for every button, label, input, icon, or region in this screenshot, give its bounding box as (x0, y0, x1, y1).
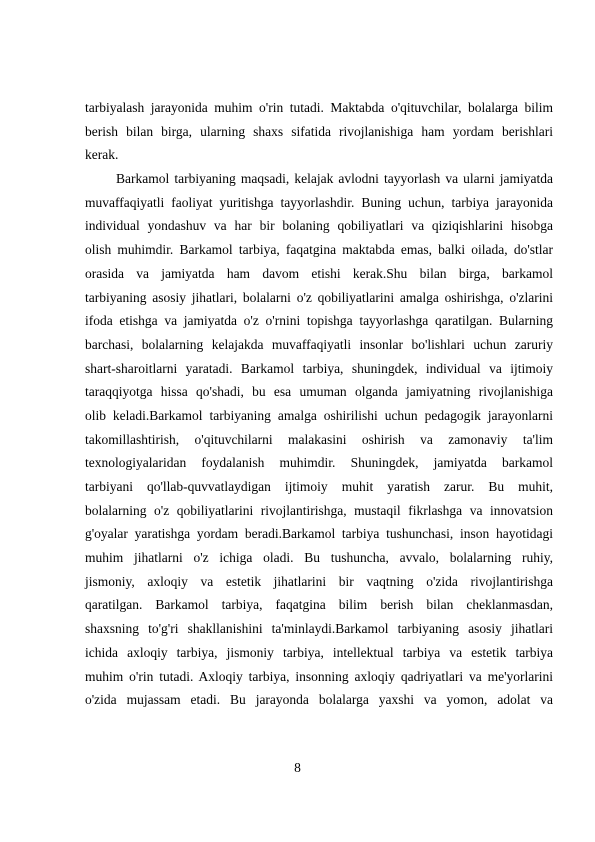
paragraph-first-line: Barkamol tarbiyaning maqsadi, kelajak avlodni tayyorlash va ularni jamiyatda (116, 171, 553, 187)
text-line: tarbiyaning asosiy jihatlari, bolalarni o'z qobiliyatlarini amalga oshirishga, o'zlarini (85, 289, 553, 305)
text-line: muhim o'rin tutadi. Axloqiy tarbiya, insonning axloqiy qadriyatlari va me'yorlarini (85, 668, 553, 684)
page-number: 8 (294, 760, 301, 775)
text-line: taraqqiyotga hissa qo'shadi, bu esa umuman olganda jamiyatning rivojlanishiga (85, 384, 553, 400)
text-line: g'oyalar yaratishga yordam beradi.Barkamol tarbiya tushunchasi, inson hayotidagi (85, 526, 553, 542)
text-line: olish muhimdir. Barkamol tarbiya, faqatgina maktabda emas, balki oilada, do'stlar (85, 242, 553, 258)
text-line: muvaffaqiyatli faoliyat yuritishga tayyorlashdir. Buning uchun, tarbiya jarayonida (85, 194, 553, 210)
text-line: o'zida mujassam etadi. Bu jarayonda bolalarga yaxshi va yomon, adolat va (85, 692, 553, 708)
text-line: individual yondashuv va har bir bolaning qobiliyatlari va qiziqishlarini hisobga (85, 218, 553, 234)
text-line: barchasi, bolalarning kelajakda muvaffaqiyatli insonlar bo'lishlari uchun zaruriy (85, 336, 553, 352)
text-line: ichida axloqiy tarbiya, jismoniy tarbiya, intellektual tarbiya va estetik tarbiya (85, 644, 553, 660)
text-line: shaxsning to'g'ri shakllanishini ta'minlaydi.Barkamol tarbiyaning asosiy jihatlari (85, 621, 553, 637)
body-text (85, 96, 553, 712)
text-line: berish bilan birga, ularning shaxs sifatida rivojlanishiga ham yordam berishlari (85, 123, 553, 139)
text-line: tarbiyani qo'llab-quvvatlaydigan ijtimoiy muhit yaratish zarur. Bu muhit, (85, 479, 553, 494)
text-line: texnologiyalaridan foydalanish muhimdir. Shuningdek, jamiyatda barkamol (85, 455, 553, 471)
text-line: tarbiyalash jarayonida muhim o'rin tutadi. Maktabda o'qituvchilar, bolalarga bilim (85, 100, 553, 115)
text-line: orasida va jamiyatda ham davom etishi kerak.Shu bilan birga, barkamol (85, 265, 553, 281)
text-line: qaratilgan. Barkamol tarbiya, faqatgina bilim berish bilan cheklanmasdan, (85, 597, 553, 613)
text-line: olib keladi.Barkamol tarbiyaning amalga oshirilishi uchun pedagogik jarayonlarni (85, 407, 553, 423)
text-line: ifoda etishga va jamiyatda o'z o'rnini topishga tayyorlashga qaratilgan. Bularning (85, 313, 553, 329)
text-line: shart-sharoitlarni yaratadi. Barkamol tarbiya, shuningdek, individual va ijtimoiy (85, 360, 553, 376)
text-line: bolalarning o'z qobiliyatlarini rivojlantirishga, mustaqil fikrlashga va innovatsion (85, 502, 553, 518)
text-line: muhim jihatlarni o'z ichiga oladi. Bu tushuncha, avvalo, bolalarning ruhiy, (85, 550, 553, 566)
text-line: jismoniy, axloqiy va estetik jihatlarini bir vaqtning o'zida rivojlantirishga (85, 573, 553, 589)
text-line: takomillashtirish, o'qituvchilarni malakasini oshirish va zamonaviy ta'lim (85, 431, 553, 447)
text-line: kerak. (85, 147, 119, 163)
